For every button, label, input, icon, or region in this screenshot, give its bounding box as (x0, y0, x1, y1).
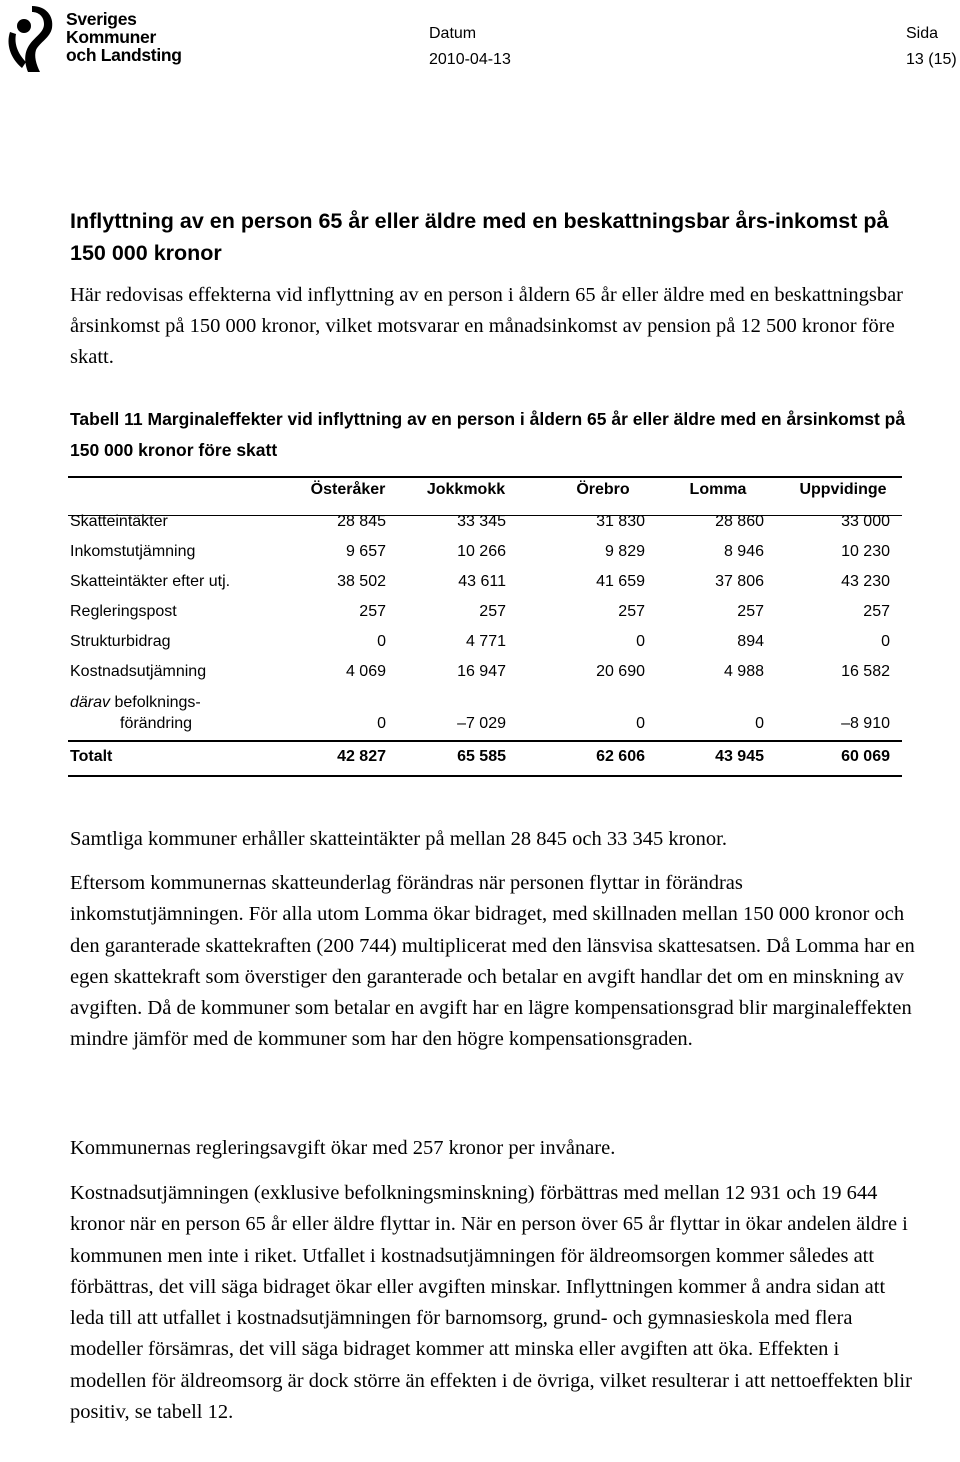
column-header: Örebro (576, 481, 630, 498)
row-label: Regleringspost (70, 603, 177, 620)
row-label (70, 694, 201, 712)
table-cell: 16 582 (841, 663, 890, 680)
table-cell: –8 910 (841, 715, 890, 732)
intro-paragraph: Här redovisas effekterna vid inflyttning av en person i åldern 65 år eller äldre med en beskattningsbar årsinkomst på 150 000 kronor, vilket motsvarar en månadsinkomst av pension på 12 500 kronor före skatt. (70, 284, 903, 368)
table-cell: 257 (479, 603, 506, 620)
column-header: Uppvidinge (799, 481, 887, 498)
section-title: Inflyttning av en person 65 år eller äldre med en beskattningsbar års-inkomst på 150 000 kronor (70, 209, 889, 265)
table-cell: –7 029 (457, 715, 506, 732)
table-cell: 43 230 (841, 573, 890, 590)
table-cell: 20 690 (596, 663, 645, 680)
table-cell: 0 (881, 633, 890, 650)
org-line-3: och Landsting (66, 45, 182, 65)
table-cell: 43 945 (715, 748, 764, 765)
table-cell: 65 585 (457, 748, 506, 765)
table-cell: 0 (377, 633, 386, 650)
org-line-1: Sveriges (66, 9, 137, 29)
table-cell: 9 829 (604, 543, 645, 560)
row-label: Inkomstutjämning (70, 543, 196, 560)
table-cell: 31 830 (596, 513, 645, 530)
org-name (66, 10, 182, 64)
table-cell: 0 (755, 715, 764, 732)
table-row (68, 603, 902, 633)
datum-value: 2010-04-13 (429, 51, 511, 68)
table-cell: 257 (737, 603, 764, 620)
table-rule-bottom (68, 775, 902, 777)
table-cell: 257 (618, 603, 645, 620)
table-row (68, 633, 902, 663)
table-cell: 38 502 (337, 573, 386, 590)
body-paragraph: Kommunernas regleringsavgift ökar med 257 kronor per invånare. (70, 1137, 616, 1159)
table-cell: 16 947 (457, 663, 506, 680)
table-cell: 257 (359, 603, 386, 620)
table-cell: 33 000 (841, 513, 890, 530)
table-cell: 8 946 (723, 543, 764, 560)
table-cell: 4 988 (723, 663, 764, 680)
page-header (0, 0, 960, 90)
table-row (68, 543, 902, 573)
table-caption: Tabell 11 Marginaleffekter vid inflyttning av en person i åldern 65 år eller äldre med en årsinkomst på 150 000 kronor före skatt (70, 409, 906, 460)
table-cell: 0 (377, 715, 386, 732)
body-paragraph: Kostnadsutjämningen (exklusive befolkningsminskning) förbättras med mellan 12 931 och 19 644 kronor när en person 65 år eller äldre flyttar in. När en person över 65 år flyttar in ökar andelen äldre i kommunen men inte i riket. Utfallet i kostnadsutjämningen för äldreomsorgen kommer således att förbättras, det vill säga bidraget ökar eller avgiften minskar. Inflyttningen kommer å andra sidan att leda till att utfallet i kostnadsutjämningen för barnomsorg, grund- och gymnasieskola med flera modeller försämras, det vill säga bidraget kommer att minska eller avgiften att öka. Effekten i modellen för äldreomsorg är dock större än effekten i de övriga, vilket resulterar i att nettoeffekten blir positiv, se tabell 12. (70, 1182, 912, 1424)
table-cell: 4 069 (345, 663, 386, 680)
table-rule-top (68, 476, 902, 478)
table-rule-total (68, 740, 902, 742)
org-line-2: Kommuner (66, 27, 156, 47)
column-header: Lomma (689, 481, 747, 498)
table-cell: 28 845 (337, 513, 386, 530)
table-cell: 894 (737, 633, 764, 650)
table-cell: 41 659 (596, 573, 645, 590)
row-label-italic: därav (70, 694, 111, 711)
table-row (68, 663, 902, 693)
table-cell: 28 860 (715, 513, 764, 530)
row-label: Kostnadsutjämning (70, 663, 207, 680)
table-row (68, 513, 902, 543)
table-row-total (68, 748, 902, 778)
row-label: Strukturbidrag (70, 633, 171, 650)
row-label: Skatteintäkter efter utj. (70, 573, 231, 590)
table-row-sub (68, 694, 902, 738)
row-label: Totalt (70, 748, 113, 765)
table-cell: 9 657 (345, 543, 386, 560)
sida-value: 13 (15) (906, 51, 957, 68)
row-label: Skatteintäkter (70, 513, 168, 530)
table-cell: 60 069 (841, 748, 890, 765)
datum-label: Datum (429, 25, 477, 42)
table-cell: 0 (636, 715, 645, 732)
column-header: Österåker (310, 481, 386, 498)
row-label-rest: befolknings- (110, 694, 201, 711)
table-cell: 257 (863, 603, 890, 620)
table-cell: 33 345 (457, 513, 506, 530)
sida-label: Sida (906, 25, 939, 42)
column-header: Jokkmokk (426, 481, 506, 498)
table-cell: 42 827 (337, 748, 386, 765)
table-row (68, 573, 902, 603)
table-cell: 4 771 (465, 633, 506, 650)
table-cell: 10 266 (457, 543, 506, 560)
table-cell: 62 606 (596, 748, 645, 765)
row-label-line2: förändring (120, 715, 193, 732)
table-cell: 0 (636, 633, 645, 650)
body-paragraph: Eftersom kommunernas skatteunderlag förändras när personen flyttar in förändras inkomstutjämningen. För alla utom Lomma ökar bidraget, med skillnaden mellan 150 000 kronor och den garanterade skattekraften (200 744) multiplicerat med den länsvisa skattesatsen. Då Lomma har en egen skattekraft som överstiger den garanterade och betalar en avgift handlar det om en minskning av avgiften. Då de kommuner som betalar en avgift har en lägre kompensationsgrad blir marginaleffekten mindre jämför med de kommuner som har den högre kompensationsgraden. (70, 872, 915, 1051)
table-cell: 10 230 (841, 543, 890, 560)
skl-logo-icon (2, 2, 62, 74)
body-paragraph: Samtliga kommuner erhåller skatteintäkter på mellan 28 845 och 33 345 kronor. (70, 828, 727, 850)
table-cell: 43 611 (458, 573, 506, 590)
table-cell: 37 806 (715, 573, 764, 590)
